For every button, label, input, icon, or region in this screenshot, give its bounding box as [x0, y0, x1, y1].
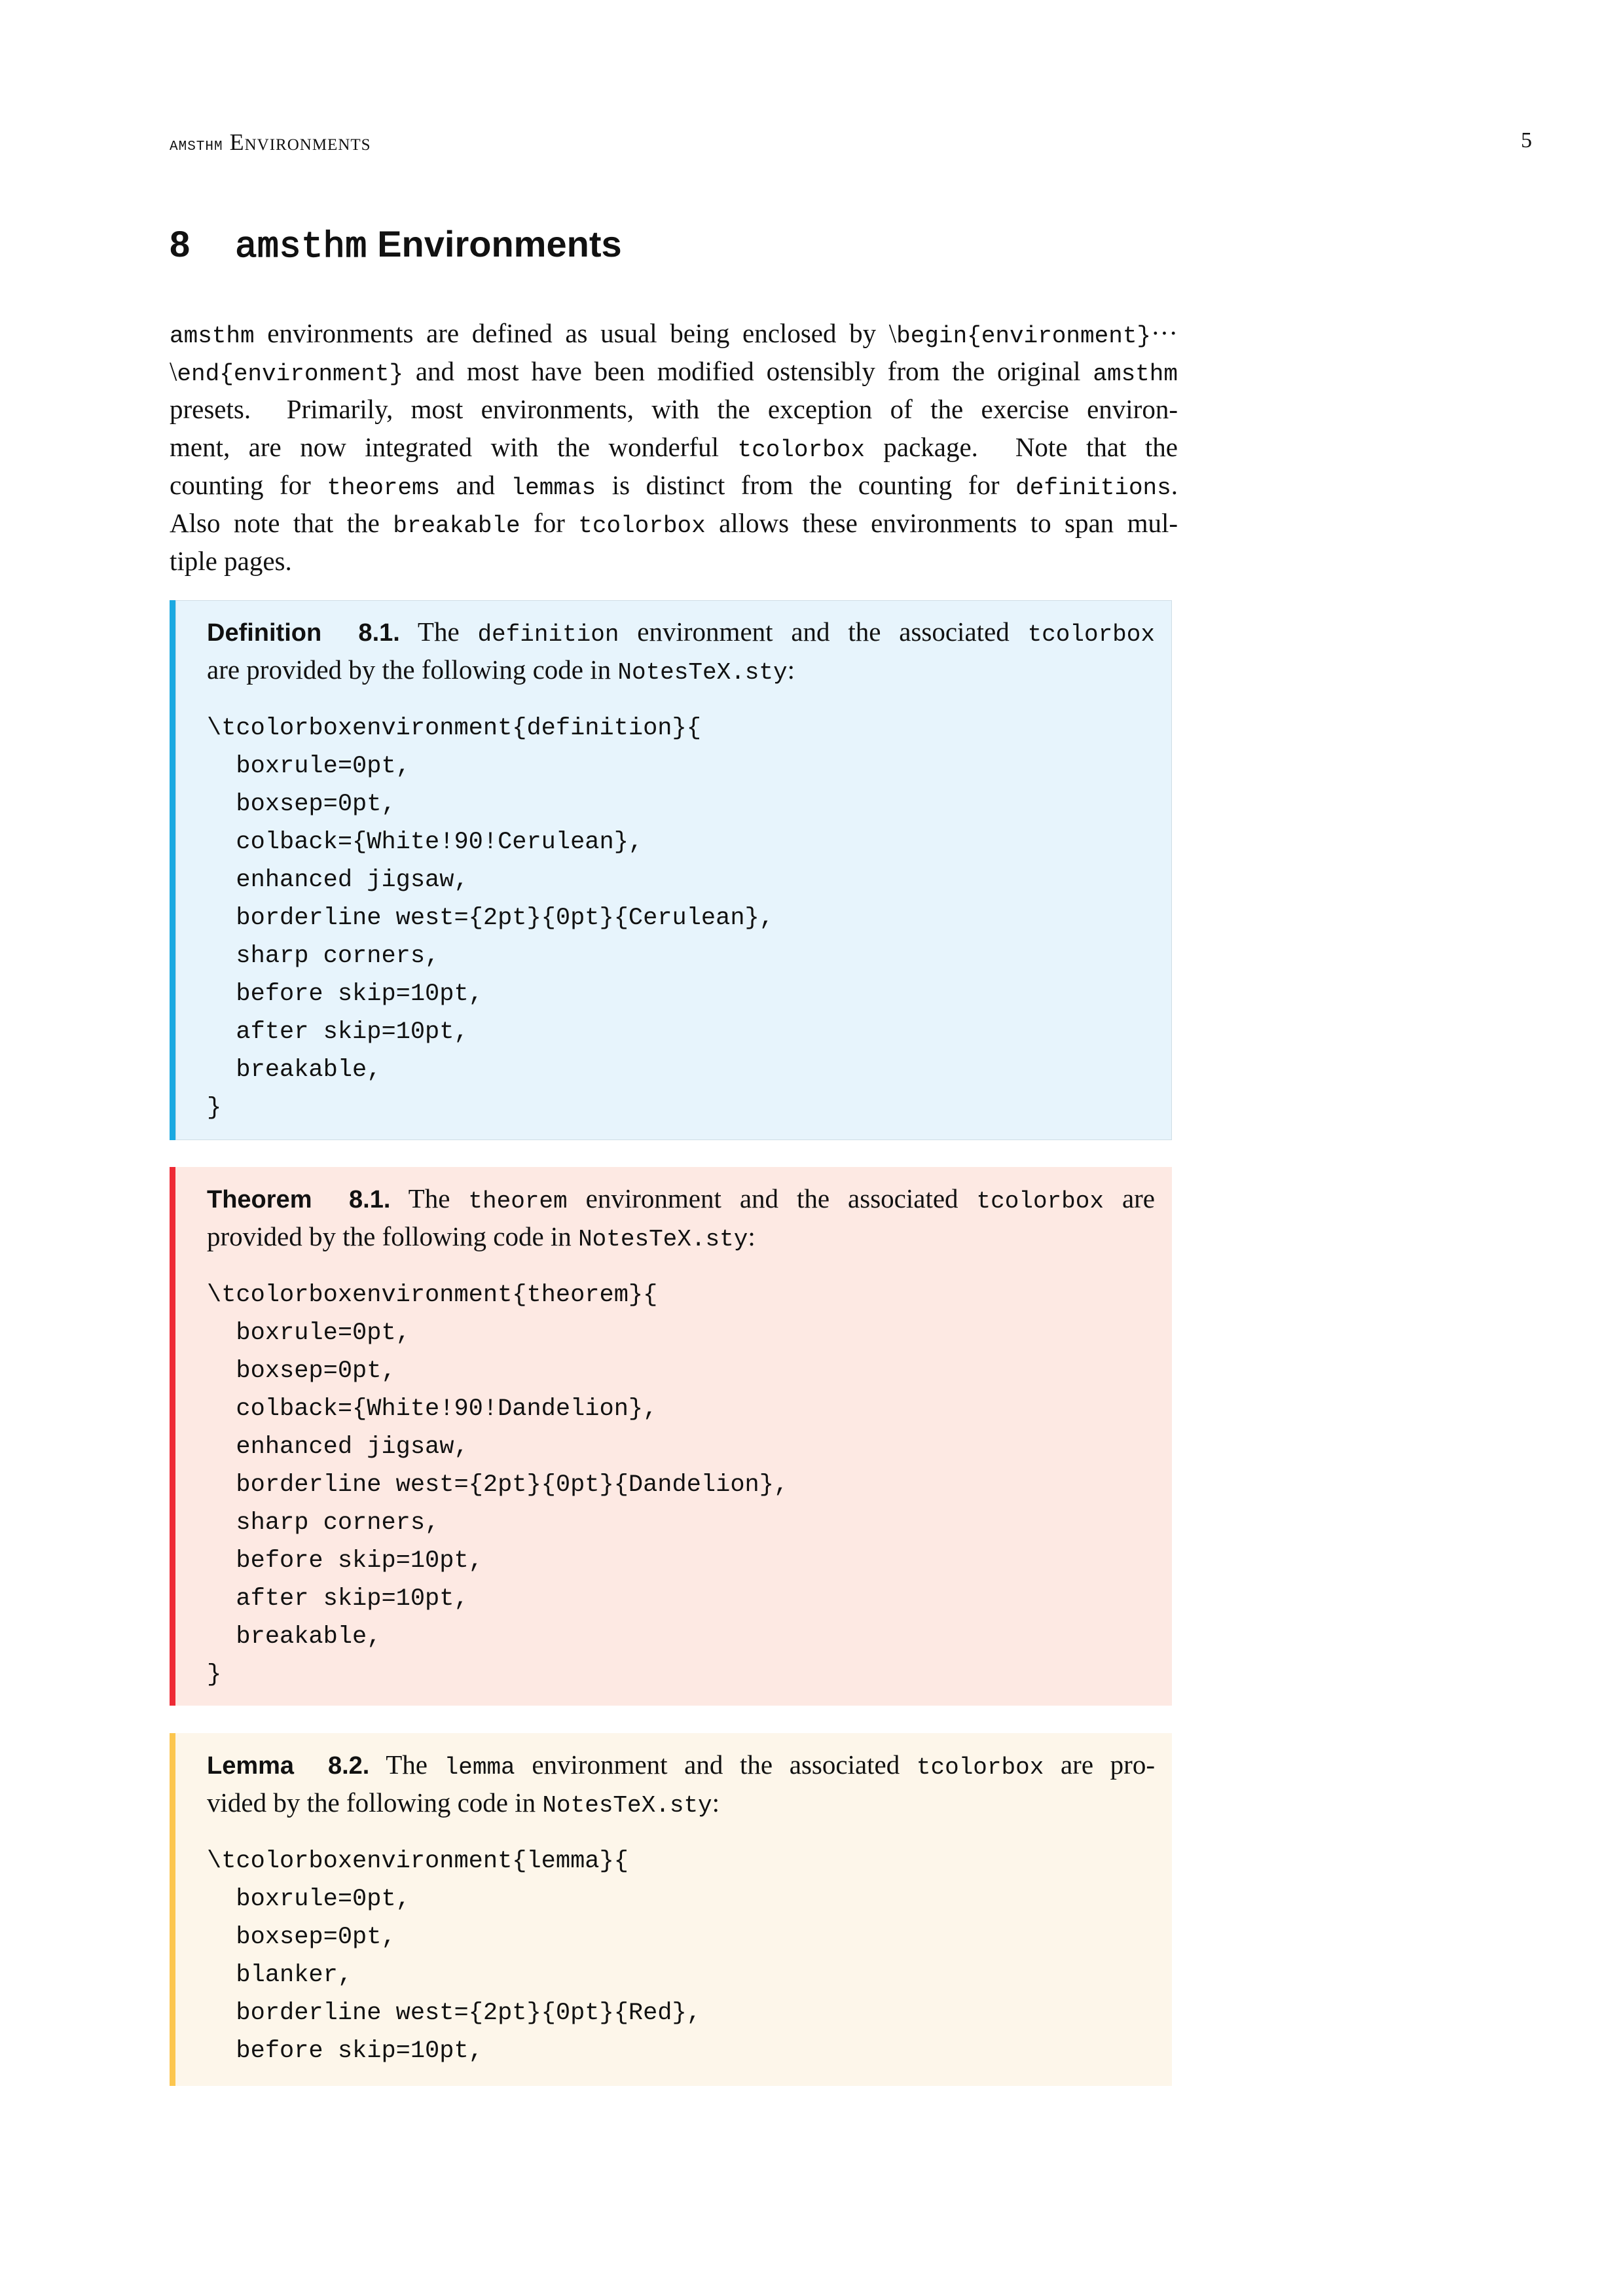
text-line	[207, 613, 1155, 651]
inline-code: breakable	[393, 512, 520, 539]
environment-label: Definition 8.1.	[207, 619, 400, 647]
text: and	[440, 470, 511, 500]
text: and most have been modified ostensibly from the original	[403, 356, 1093, 386]
code-line: colback={White!90!Dandelion},	[207, 1395, 658, 1423]
text: :	[748, 1221, 756, 1251]
code-line: }	[207, 1661, 222, 1689]
inline-code: tcolorbox	[1027, 621, 1155, 648]
code-block	[207, 1842, 1155, 2070]
code-line: colback={White!90!Cerulean},	[207, 829, 644, 856]
lemma-box	[170, 1733, 1172, 2086]
code-line: before skip=10pt,	[207, 2037, 483, 2065]
text: environment and the associated	[567, 1183, 977, 1213]
code-line: breakable,	[207, 1056, 382, 1084]
theorem-box	[170, 1167, 1172, 1706]
intro-paragraph	[170, 314, 1178, 580]
inline-code: amsthm	[170, 323, 255, 350]
environment-label: Lemma 8.2.	[207, 1752, 370, 1780]
inline-code: NotesTeX.sty	[578, 1226, 748, 1253]
text: environment and the associated	[619, 617, 1028, 647]
text: vided by the following code in	[207, 1787, 543, 1818]
inline-code: amsthm	[1093, 361, 1178, 387]
code-line: enhanced jigsaw,	[207, 1433, 469, 1461]
code-line: boxrule=0pt,	[207, 753, 410, 780]
text: package. Note that the	[864, 432, 1178, 462]
text: environment and the associated	[515, 1749, 917, 1780]
code-line: breakable,	[207, 1623, 382, 1651]
code-block	[207, 709, 1155, 1127]
inline-code: theorem	[468, 1188, 568, 1215]
text-line	[207, 651, 1155, 689]
definition-box	[170, 600, 1172, 1140]
section-title-code: amsthm	[235, 226, 367, 268]
text: is distinct from the counting for	[596, 470, 1016, 500]
text-line	[170, 542, 1178, 580]
code-line: blanker,	[207, 1962, 353, 1989]
code-line: boxrule=0pt,	[207, 1319, 410, 1347]
code-block	[207, 1276, 1155, 1694]
text: are pro-	[1044, 1749, 1155, 1780]
text: \	[170, 356, 177, 386]
code-line: boxrule=0pt,	[207, 1886, 410, 1913]
inline-code: lemma	[444, 1754, 515, 1781]
running-header-code: amsthm	[170, 134, 223, 156]
text: for	[520, 508, 579, 538]
text: ···	[1151, 318, 1178, 348]
running-header	[170, 128, 371, 156]
text-line	[207, 1179, 1155, 1217]
inline-code: tcolorbox	[916, 1754, 1044, 1781]
text: environments are defined as usual being enclosed by \	[254, 318, 897, 348]
code-line: borderline west={2pt}{0pt}{Dandelion},	[207, 1471, 789, 1499]
code-line: borderline west={2pt}{0pt}{Red},	[207, 2000, 701, 2027]
text-line	[170, 352, 1178, 390]
text: The	[399, 617, 478, 647]
inline-code: tcolorbox	[976, 1188, 1104, 1215]
text: are	[1103, 1183, 1155, 1213]
code-line: enhanced jigsaw,	[207, 867, 469, 894]
text-line	[207, 1784, 1155, 1821]
inline-code: tcolorbox	[578, 512, 706, 539]
inline-code: end{environment}	[177, 361, 404, 387]
text: presets. Primarily, most environments, with the exception of the exercise environ-	[170, 394, 1178, 424]
running-header-title: Environments	[229, 129, 371, 155]
code-line: sharp corners,	[207, 942, 440, 970]
code-line: \tcolorboxenvironment{lemma}{	[207, 1848, 629, 1875]
code-line: \tcolorboxenvironment{theorem}{	[207, 1282, 658, 1309]
code-line: before skip=10pt,	[207, 1547, 483, 1575]
text-line	[207, 1746, 1155, 1784]
text-line	[170, 428, 1178, 466]
code-line: after skip=10pt,	[207, 1585, 469, 1613]
inline-code: definition	[477, 621, 619, 648]
inline-code: tcolorbox	[737, 437, 865, 463]
inline-code: NotesTeX.sty	[542, 1792, 712, 1819]
text-line	[170, 314, 1178, 352]
inline-code: lemmas	[511, 475, 596, 501]
text-line	[170, 390, 1178, 428]
code-line: boxsep=0pt,	[207, 791, 396, 818]
code-line: after skip=10pt,	[207, 1018, 469, 1046]
section-title: Environments	[377, 223, 622, 264]
code-line: before skip=10pt,	[207, 980, 483, 1008]
code-line: \tcolorboxenvironment{definition}{	[207, 715, 701, 742]
text: The	[390, 1183, 469, 1213]
text: :	[712, 1787, 720, 1818]
code-line: boxsep=0pt,	[207, 1924, 396, 1951]
text: The	[369, 1749, 445, 1780]
text: provided by the following code in	[207, 1221, 579, 1251]
code-line: }	[207, 1094, 222, 1122]
text: .	[1171, 470, 1178, 500]
inline-code: begin{environment}	[896, 323, 1152, 350]
text-line	[207, 1217, 1155, 1255]
page-number: 5	[1521, 128, 1532, 152]
text-line	[170, 466, 1178, 504]
text-line	[170, 504, 1178, 542]
text: allows these environments to span mul-	[705, 508, 1178, 538]
inline-code: theorems	[327, 475, 441, 501]
text: counting for	[170, 470, 327, 500]
text: are provided by the following code in	[207, 655, 618, 685]
text: :	[787, 655, 795, 685]
environment-label: Theorem 8.1.	[207, 1186, 391, 1213]
code-line: sharp corners,	[207, 1509, 440, 1537]
code-line: boxsep=0pt,	[207, 1357, 396, 1385]
section-number: 8	[170, 223, 191, 264]
section-heading	[170, 223, 622, 268]
code-line: borderline west={2pt}{0pt}{Cerulean},	[207, 905, 774, 932]
text: tiple pages.	[170, 546, 292, 576]
inline-code: definitions	[1015, 475, 1171, 501]
text: ment, are now integrated with the wonderful	[170, 432, 738, 462]
text: Also note that the	[170, 508, 393, 538]
inline-code: NotesTeX.sty	[617, 659, 788, 686]
